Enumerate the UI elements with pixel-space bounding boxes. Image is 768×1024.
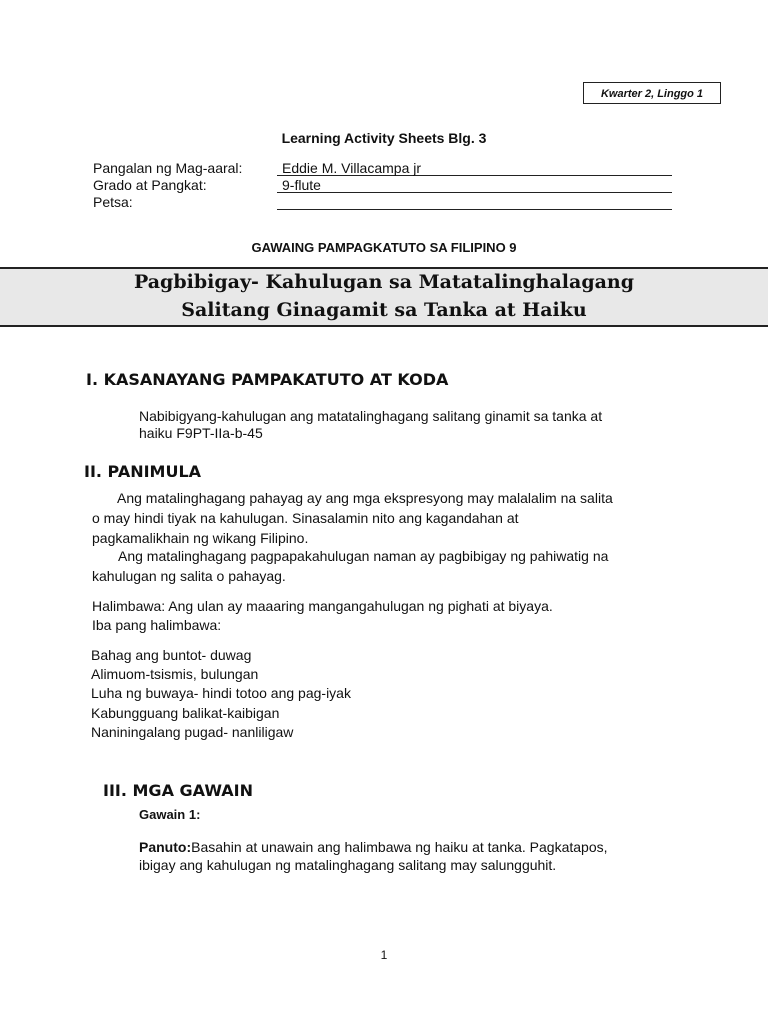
section-1-heading: I. KASANAYANG PAMPAKATUTO AT KODA <box>86 370 449 389</box>
quarter-week-box: Kwarter 2, Linggo 1 <box>583 82 721 104</box>
other-examples-label: Iba pang halimbawa: <box>92 617 222 633</box>
sheet-title: Learning Activity Sheets Blg. 3 <box>281 130 487 146</box>
date-field[interactable] <box>277 194 672 210</box>
intro-para-2-line-2: kahulugan ng salita o pahayag. <box>92 568 286 584</box>
example-sentence: Halimbawa: Ang ulan ay maaaring mangangahulugan ng pighati at biyaya. <box>92 598 553 614</box>
instructions-text: Basahin at unawain ang halimbawa ng haiku at tanka. Pagkatapos, <box>191 839 608 855</box>
page-number: 1 <box>380 948 388 962</box>
list-item: Luha ng buwaya- hindi totoo ang pag-iyak <box>91 685 351 701</box>
intro-para-1-line-3: pagkamalikhain ng wikang Filipino. <box>92 530 309 546</box>
list-item: Alimuom-tsismis, bulungan <box>91 666 259 682</box>
intro-para-1-line-2: o may hindi tiyak na kahulugan. Sinasalamin nito ang kagandahan at <box>92 510 519 526</box>
date-label: Petsa: <box>93 194 133 210</box>
competency-line-1: Nabibigyang-kahulugan ang matatalinghagang salitang ginamit sa tanka at <box>139 408 603 424</box>
instructions-line-1 <box>139 838 608 857</box>
list-item: Naniningalang pugad- nanliligaw <box>91 724 294 740</box>
grade-section-field[interactable]: 9-flute <box>277 177 672 193</box>
competency-line-2: haiku F9PT-IIa-b-45 <box>139 425 263 441</box>
section-2-heading: II. PANIMULA <box>84 462 202 481</box>
intro-para-2-line-1: Ang matalinghagang pagpapakahulugan naman ay pagbibigay ng pahiwatig na <box>118 548 609 564</box>
subject-title: GAWAING PAMPAGKATUTO SA FILIPINO 9 <box>251 240 517 255</box>
instructions-label: Panuto: <box>139 839 192 855</box>
intro-para-1-line-1: Ang matalinghagang pahayag ay ang mga ekspresyong may malalalim na salita <box>117 490 613 506</box>
activity-1-label: Gawain 1: <box>139 807 201 822</box>
lesson-title-line-2: Salitang Ginagamit sa Tanka at Haiku <box>181 299 587 321</box>
section-3-heading: III. MGA GAWAIN <box>103 781 253 800</box>
student-name-field[interactable]: Eddie M. Villacampa jr <box>277 160 672 176</box>
list-item: Kabungguang balikat-kaibigan <box>91 705 280 721</box>
grade-section-label: Grado at Pangkat: <box>93 177 207 193</box>
student-name-label: Pangalan ng Mag-aaral: <box>93 160 243 176</box>
instructions-line-2: ibigay ang kahulugan ng matalinghagang salitang may salungguhit. <box>139 857 557 873</box>
lesson-title-line-1: Pagbibigay- Kahulugan sa Matatalinghalagang <box>133 271 635 293</box>
list-item: Bahag ang buntot- duwag <box>91 647 252 663</box>
